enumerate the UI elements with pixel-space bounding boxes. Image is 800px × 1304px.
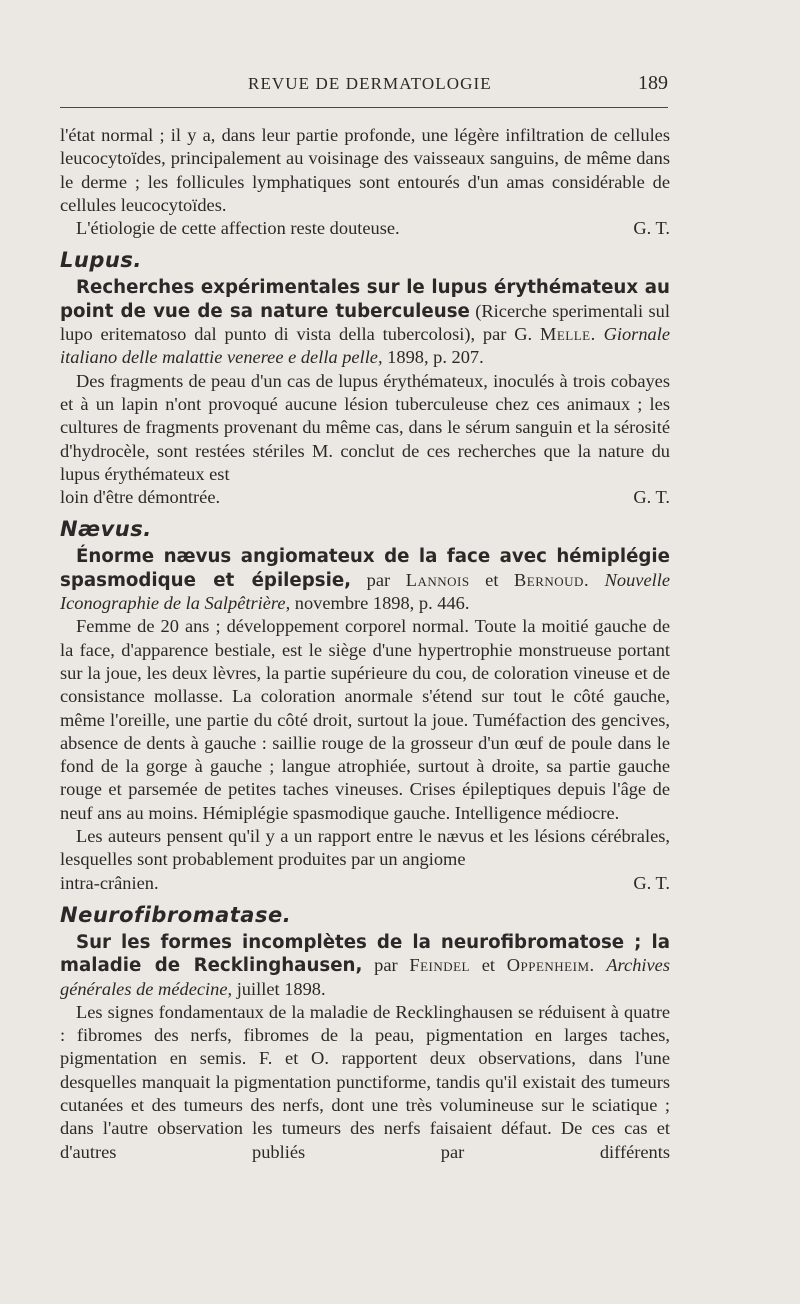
article-title-bold: Énorme nævus angiomateux de la face avec hémiplégie spasmodique et épilepsie, xyxy=(60,546,670,591)
page-header xyxy=(60,74,670,98)
author-name: Feindel xyxy=(409,955,470,976)
journal-name: Giornale italiano delle malattie veneree e della pelle, xyxy=(60,324,670,368)
section-heading-lupus: Lupus. xyxy=(60,248,142,273)
running-title: REVUE DE DERMATOLOGIE xyxy=(248,74,492,93)
closing-text: loin d'être démontrée. xyxy=(60,487,221,508)
page-number: 189 xyxy=(638,72,668,94)
article-title-rest: (Ricerche sperimentali sul lupo eritematoso dal punto di vista della tubercolosi), par G. xyxy=(60,300,670,345)
signature: G. T. xyxy=(633,487,670,508)
author-name: Oppenheim. xyxy=(506,955,595,976)
page-body xyxy=(60,124,670,1164)
closing-line-naevus xyxy=(60,872,670,895)
closing-text: intra-crânien. xyxy=(60,872,159,893)
author-conjunction: et xyxy=(469,569,515,590)
article-body-naevus-2: Les auteurs pensent qu'il y a un rapport entre le nævus et les lésions cérébrales, lesquelles sont probablement produites par un angiome xyxy=(60,826,670,870)
etiology-text: L'étiologie de cette affection reste douteuse. xyxy=(76,218,400,239)
header-rule xyxy=(60,107,668,108)
article-body-neurofibromatose: Les signes fondamentaux de la maladie de Recklinghausen se réduisent à quatre : fibromes des nerfs, fibromes de la peau, pigmentation en larges taches, pigmentation en semis. F. et O. rapportent deux observations, dans l'une desquelles manquait la pigmentation punctiforme, tandis qu'il existait des tumeurs cutanées et des tumeurs des nerfs, dont une très volumineuse sur le sciatique ; dans l'autre observation les tumeurs des nerfs faisaient défaut. De ces cas et d'autres publiés par différents xyxy=(60,1001,670,1162)
article-title-lupus xyxy=(60,276,670,369)
article-title-rest: par xyxy=(351,569,406,590)
journal-name: Archives générales de médecine, xyxy=(60,955,670,999)
section-heading-neurofibromatase: Neurofibromatase. xyxy=(60,902,292,927)
article-title-bold: Recherches expérimentales sur le lupus érythémateux au point de vue de sa nature tuberculeuse xyxy=(60,277,670,322)
signature: G. T. xyxy=(633,872,670,893)
author-conjunction: et xyxy=(470,955,507,976)
article-title-rest: par xyxy=(362,955,410,976)
journal-name: Nouvelle Iconographie de la Salpêtrière, xyxy=(60,569,670,614)
article-title-neurofibromatose xyxy=(60,931,670,1001)
article-title-naevus xyxy=(60,545,670,615)
closing-line-lupus xyxy=(60,486,670,509)
article-body-lupus: Des fragments de peau d'un cas de lupus érythémateux, inoculés à trois cobayes et à un lapin n'ont provoqué aucune lésion tuberculeuse chez ces animaux ; les cultures de fragments provenant du même cas, dans le sérum sanguin et la sérosité d'hydrocèle, sont restées stériles M. conclut de ces recherches que la nature du lupus érythémateux est xyxy=(60,370,670,484)
citation: novembre 1898, p. 446. xyxy=(290,593,470,614)
citation: juillet 1898. xyxy=(232,978,326,999)
author-name: Lannois xyxy=(405,569,470,590)
citation: 1898, p. 207. xyxy=(382,347,484,368)
etiology-line xyxy=(60,217,670,240)
article-body-naevus: Femme de 20 ans ; développement corporel normal. Toute la moitié gauche de la face, d'apparence bestiale, est le siège d'une hypertrophie monstrueuse portant sur la joue, les deux lèvres, la partie supérieure du cou, de coloration vineuse et de consistance mollasse. La coloration anormale s'étend sur tout le côté gauche, même l'oreille, une partie du côté droit, surtout la joue. Tuméfaction des gencives, absence de dents à gauche : saillie rouge de la grosseur d'un œuf de poule dans le fond de la gorge à gauche ; langue atrophiée, surtout à droite, sa partie gauche rouge et parsemée de petites taches vineuses. Crises épileptiques depuis l'âge de neuf ans au moins. Hémiplégie spasmodique gauche. Intelligence médiocre. xyxy=(60,616,670,823)
article-title-bold: Sur les formes incomplètes de la neurofibromatose ; la maladie de Recklinghausen, xyxy=(60,931,670,977)
author-name: Bernoud. xyxy=(514,569,590,590)
signature: G. T. xyxy=(633,218,670,239)
author-name: Melle. xyxy=(540,324,596,345)
section-heading-naevus: Nævus. xyxy=(60,517,152,542)
intro-paragraph: l'état normal ; il y a, dans leur partie profonde, une légère infiltration de cellules leucocytoïdes, principalement au voisinage des vaisseaux sanguins, de même dans le derme ; les follicules lymphatiques sont entourés d'un amas considérable de cellules leucocytoïdes. xyxy=(60,125,670,215)
